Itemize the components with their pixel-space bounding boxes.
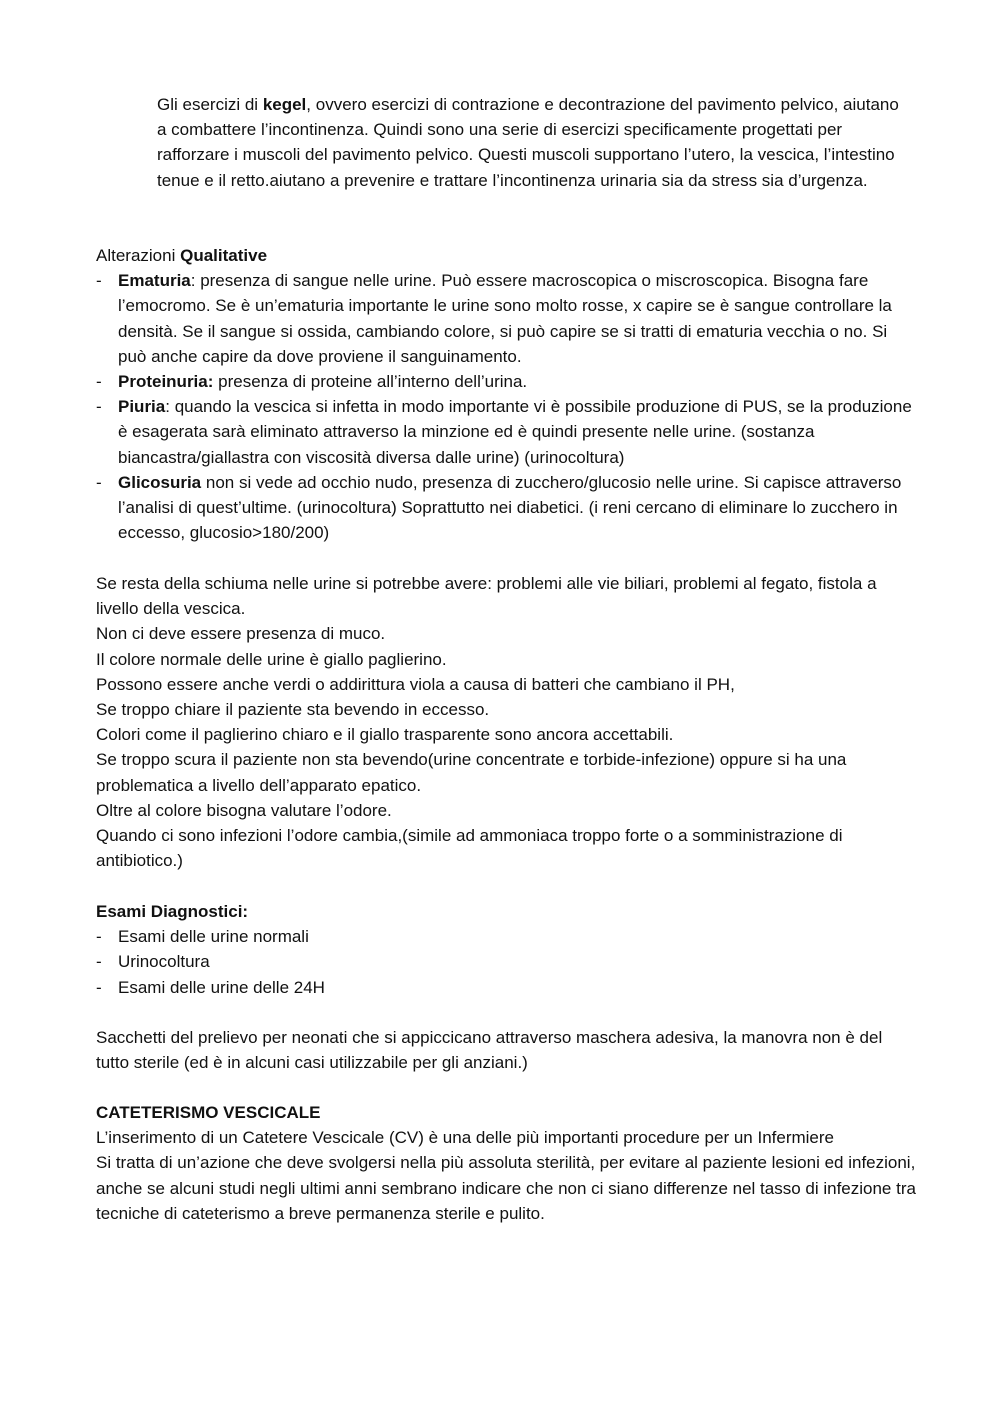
catheter-line: Si tratta di un’azione che deve svolgersi nella più assoluta sterilità, per evitare al paziente lesioni ed infezioni, anche se alcuni studi negli ultimi anni sembrano indicare che non ci siano differenze nel tasso di infezione tra tecniche di cateterismo a breve permanenza sterile e pulito.: [96, 1153, 916, 1223]
note-line: Possono essere anche verdi o addirittura viola a causa di batteri che cambiano il PH,: [96, 674, 735, 694]
note-line: Colori come il paglierino chiaro e il giallo trasparente sono ancora accettabili.: [96, 725, 674, 745]
list-item-ematuria: [96, 268, 916, 369]
exams-heading-text: Esami Diagnostici:: [96, 902, 249, 921]
kegel-term: kegel: [262, 95, 307, 114]
catheter-heading: [96, 1100, 916, 1125]
term-ematuria: Ematuria: [118, 271, 191, 291]
urine-notes: [96, 571, 916, 873]
definition-proteinuria: presenza di proteine all’interno dell’urina.: [213, 372, 528, 392]
qualitative-list: [96, 268, 916, 545]
note-line: Quando ci sono infezioni l’odore cambia,(simile ad ammoniaca troppo forte o a somministrazione di antibiotico.): [96, 826, 843, 871]
qualitative-section: [96, 243, 916, 545]
exams-list: [96, 924, 916, 1000]
dash-bullet: -: [96, 372, 102, 392]
qualitative-heading-bold: Qualitative: [180, 246, 268, 265]
list-item-piuria: [96, 394, 916, 470]
note-line: Il colore normale delle urine è giallo paglierino.: [96, 649, 447, 669]
note-line: Oltre al colore bisogna valutare l’odore.: [96, 800, 392, 820]
list-item-glicosuria: [96, 470, 916, 546]
bags-paragraph: Sacchetti del prelievo per neonati che si appiccicano attraverso maschera adesiva, la manovra non è del tutto sterile (ed è in alcuni casi utilizzabile per gli anziani.): [96, 1028, 883, 1073]
qualitative-heading-normal: Alterazioni: [96, 246, 181, 265]
list-item-proteinuria: [96, 369, 916, 394]
exam-text: Urinocoltura: [118, 952, 210, 972]
term-proteinuria: Proteinuria:: [118, 372, 214, 392]
qualitative-heading: [96, 243, 916, 268]
exam-text: Esami delle urine normali: [118, 927, 309, 947]
dash-bullet: -: [96, 397, 102, 417]
note-line: Se troppo chiare il paziente sta bevendo in eccesso.: [96, 700, 490, 720]
dash-bullet: -: [96, 927, 102, 947]
catheter-section: [96, 1100, 916, 1226]
dash-bullet: -: [96, 977, 102, 997]
exam-text: Esami delle urine delle 24H: [118, 977, 325, 997]
kegel-text-after: , ovvero esercizi di contrazione e decontrazione del pavimento pelvico, aiutano a combattere l’incontinenza. Quindi sono una serie di esercizi specificamente progettati per rafforzare i muscoli del pavimento pelvico. Questi muscoli supportano l’utero, la vescica, l’intestino tenue e il retto.aiutano a prevenire e trattare l’incontinenza urinaria sia da stress sia d’urgenza.: [157, 95, 899, 190]
note-line: Se troppo scura il paziente non sta bevendo(urine concentrate e torbide-infezione) oppure si ha una problematica a livello dell’apparato epatico.: [96, 750, 847, 795]
dash-bullet: -: [96, 271, 102, 291]
catheter-heading-text: CATETERISMO VESCICALE: [96, 1103, 321, 1122]
kegel-paragraph: [157, 92, 902, 193]
note-line: Non ci deve essere presenza di muco.: [96, 624, 386, 644]
catheter-line: L’inserimento di un Catetere Vescicale (CV) è una delle più importanti procedure per un Infermiere: [96, 1128, 835, 1148]
list-item: [96, 949, 916, 974]
note-line: Se resta della schiuma nelle urine si potrebbe avere: problemi alle vie biliari, problemi al fegato, fistola a livello della vescica.: [96, 574, 877, 619]
kegel-text-before: Gli esercizi di: [157, 95, 263, 114]
exams-section: [96, 899, 916, 1000]
term-glicosuria: Glicosuria: [118, 472, 202, 492]
definition-glicosuria: non si vede ad occhio nudo, presenza di zucchero/glucosio nelle urine. Si capisce attraverso l’analisi di quest’ultime. (urinocoltura) Soprattutto nei diabetici. (i reni cercano di eliminare lo zucchero in eccesso, glucosio>180/200): [118, 472, 902, 543]
exams-heading: [96, 899, 916, 924]
term-piuria: Piuria: [118, 397, 166, 417]
list-item: [96, 975, 916, 1000]
dash-bullet: -: [96, 472, 102, 492]
definition-piuria: : quando la vescica si infetta in modo importante vi è possibile produzione di PUS, se la produzione è esagerata sarà eliminato attraverso la minzione ed è quindi presente nelle urine. (sostanza biancastra/giallastra con viscosità diversa dalle urine) (urinocoltura): [118, 397, 912, 467]
list-item: [96, 924, 916, 949]
definition-ematuria: : presenza di sangue nelle urine. Può essere macroscopica o miscroscopica. Bisogna fare l’emocromo. Se è un’ematuria importante le urine sono molto rosse, x capire se è sangue controllare la densità. Se il sangue si ossida, cambiando colore, si può capire se si tratti di ematuria vecchia o no. Si può anche capire da dove proviene il sanguinamento.: [118, 271, 892, 366]
dash-bullet: -: [96, 952, 102, 972]
